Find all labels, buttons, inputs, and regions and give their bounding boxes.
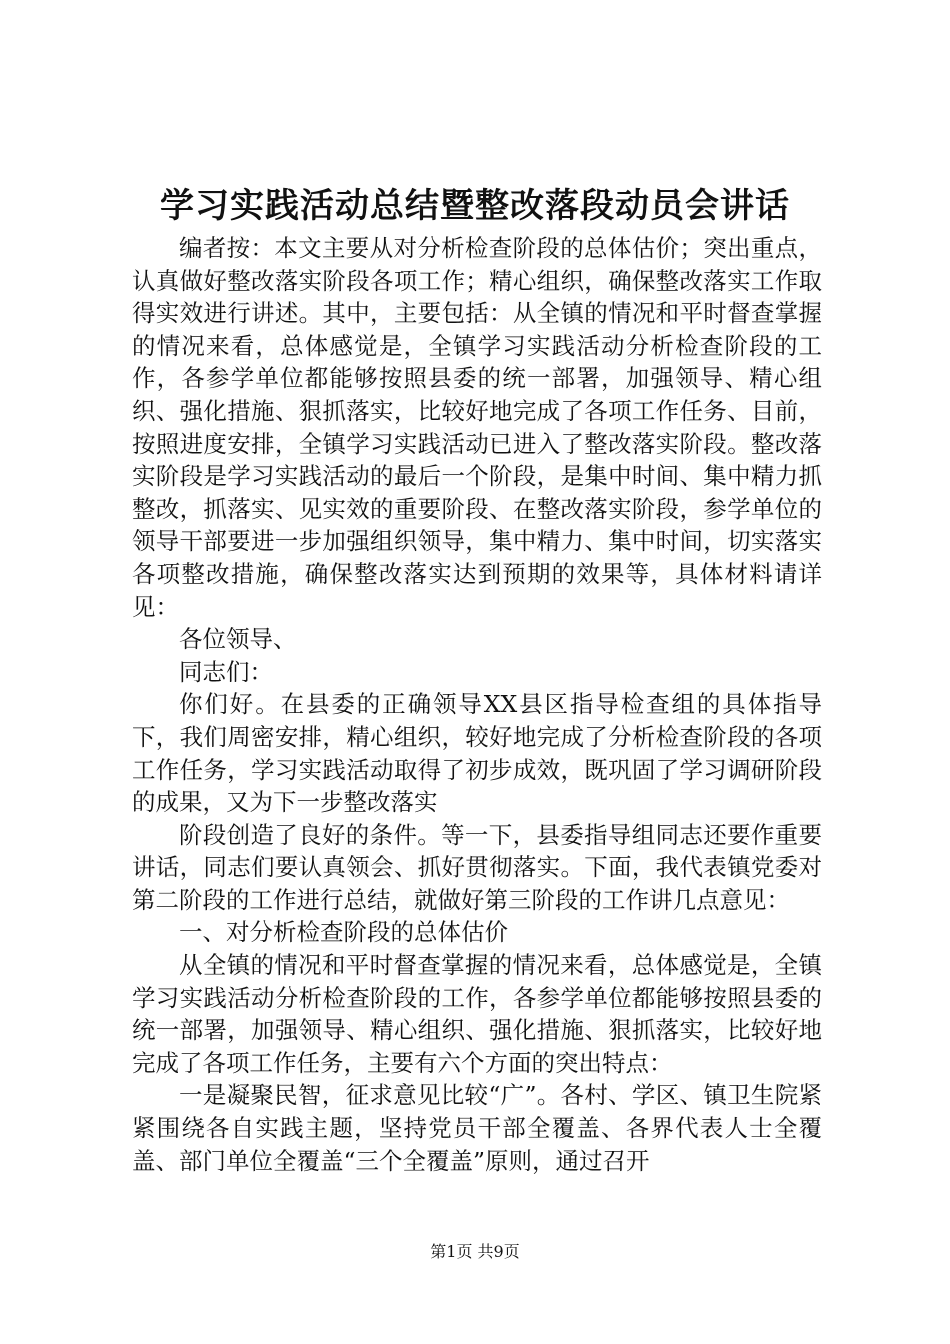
document-body <box>132 232 822 1177</box>
paragraph-introduction: 阶段创造了良好的条件。等一下，县委指导组同志还要作重要讲话，同志们要认真领会、抓好贯彻落实。下面，我代表镇党委对第二阶段的工作进行总结，就做好第三阶段的工作讲几点意见： <box>132 820 822 914</box>
paragraph-editor-note: 编者按：本文主要从对分析检查阶段的总体估价；突出重点，认真做好整改落实阶段各项工作；精心组织，确保整改落实工作取得实效进行讲述。其中，主要包括：从全镇的情况和平时督查掌握的情况来看，总体感觉是，全镇学习实践活动分析检查阶段的工作，各参学单位都能够按照县委的统一部署，加强领导、精心组织、强化措施、狠抓落实，比较好地完成了各项工作任务、目前，按照进度安排，全镇学习实践活动已进入了整改落实阶段。整改落实阶段是学习实践活动的最后一个阶段，是集中时间、集中精力抓整改，抓落实、见实效的重要阶段、在整改落实阶段，参学单位的领导干部要进一步加强组织领导，集中精力、集中时间，切实落实各项整改措施，确保整改落实达到预期的效果等，具体材料请详见： <box>132 234 822 621</box>
paragraph-overall-assessment: 从全镇的情况和平时督查掌握的情况来看，总体感觉是，全镇学习实践活动分析检查阶段的工作，各参学单位都能够按照县委的统一部署，加强领导、精心组织、强化措施、狠抓落实，比较好地完成了各项工作任务，主要有六个方面的突出特点： <box>132 951 822 1077</box>
page-footer: 第1页 共9页 <box>430 1242 520 1261</box>
paragraph-salutation-leaders: 各位领导、 <box>179 625 297 654</box>
paragraph-salutation-comrades: 同志们： <box>179 657 273 686</box>
section-heading-1: 一、对分析检查阶段的总体估价 <box>179 918 508 947</box>
document-title: 学习实践活动总结暨整改落段动员会讲话 <box>160 186 790 226</box>
paragraph-point-one: 一是凝聚民智，征求意见比较“广”。各村、学区、镇卫生院紧紧围绕各自实践主题，坚持党员干部全覆盖、各界代表人士全覆盖、部门单位全覆盖“三个全覆盖”原则，通过召开 <box>132 1081 822 1175</box>
paragraph-greeting: 你们好。在县委的正确领导XX县区指导检查组的具体指导下，我们周密安排，精心组织，较好地完成了分析检查阶段的各项工作任务，学习实践活动取得了初步成效，既巩固了学习调研阶段的成果，又为下一步整改落实 <box>132 690 822 817</box>
